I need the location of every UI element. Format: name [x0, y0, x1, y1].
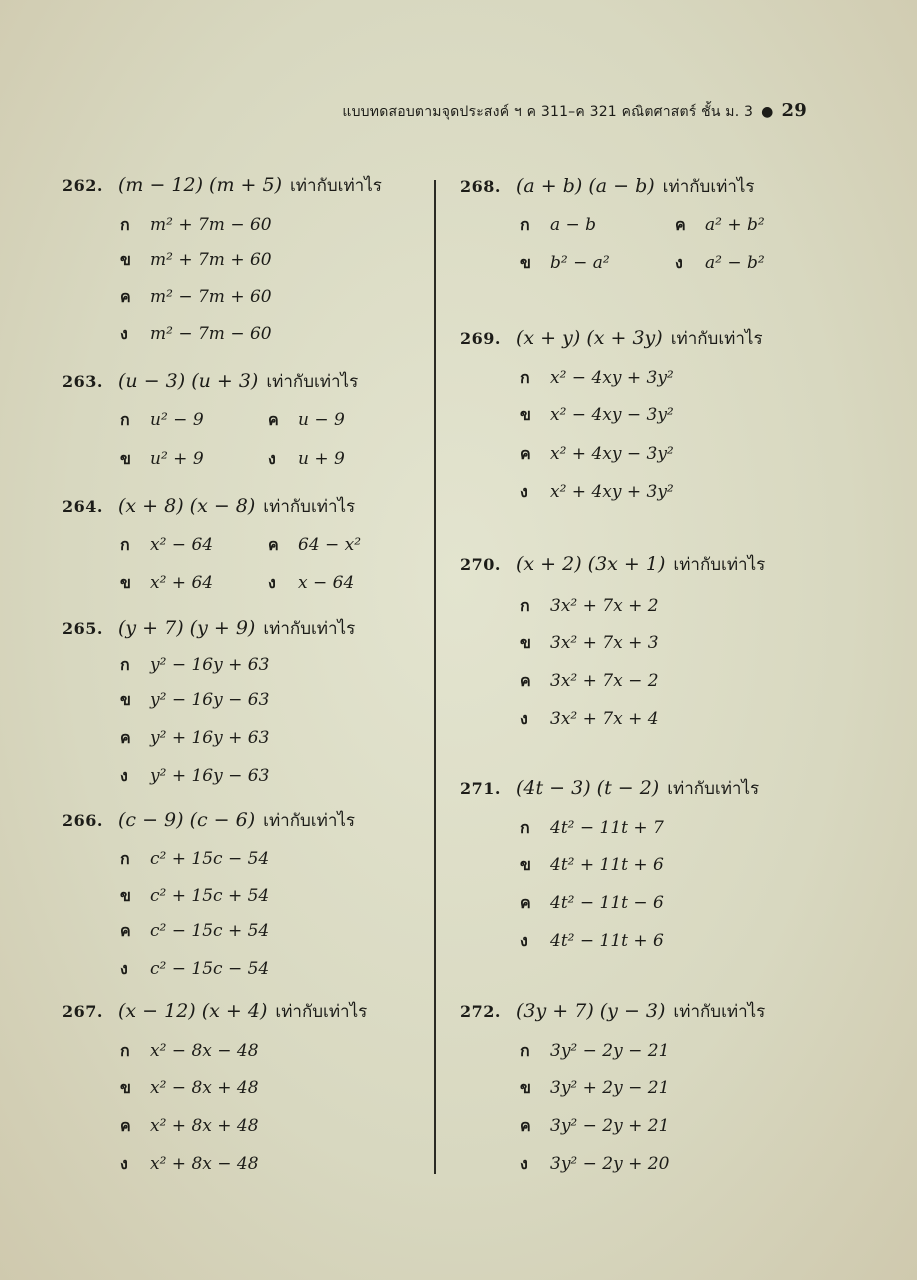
option-letter: ค	[675, 215, 686, 234]
answer-option	[520, 1114, 669, 1139]
question-270	[460, 551, 765, 578]
column-divider	[434, 180, 436, 1174]
question-262	[62, 172, 382, 199]
question-expression: (x + 2) (3x + 1)	[516, 553, 666, 575]
option-text: 64 − x²	[298, 535, 362, 555]
option-letter: ง	[675, 253, 683, 272]
question-number: 262.	[62, 176, 103, 195]
option-letter: ค	[268, 535, 279, 554]
answer-option	[120, 884, 269, 909]
option-letter: ข	[120, 449, 131, 468]
answer-option	[520, 594, 659, 619]
answer-option	[520, 891, 664, 916]
option-letter: ค	[520, 671, 531, 690]
question-number: 264.	[62, 497, 103, 516]
answer-option	[520, 366, 674, 391]
option-text: c² + 15c − 54	[150, 849, 270, 869]
question-prompt: เท่ากับเท่าไร	[263, 497, 356, 517]
question-prompt: เท่ากับเท่าไร	[263, 619, 356, 639]
option-letter: ค	[120, 728, 131, 747]
option-letter: ก	[520, 1041, 530, 1060]
option-letter: ง	[268, 449, 276, 468]
option-letter: ก	[520, 596, 530, 615]
answer-option	[268, 533, 361, 558]
question-number: 269.	[460, 329, 501, 348]
option-text: x² − 8x + 48	[150, 1078, 259, 1098]
question-head	[460, 775, 759, 802]
answer-option	[120, 285, 272, 310]
question-prompt: เท่ากับเท่าไร	[673, 555, 766, 575]
page-number: 29	[781, 100, 807, 121]
option-text: a² − b²	[705, 253, 765, 273]
answer-option	[120, 1039, 259, 1064]
answer-option	[268, 447, 345, 472]
question-prompt: เท่ากับเท่าไร	[673, 1002, 766, 1022]
option-text: x − 64	[298, 573, 355, 593]
option-text: y² + 16y + 63	[150, 728, 270, 748]
option-text: x² + 4xy − 3y²	[550, 444, 674, 464]
option-letter: ข	[520, 253, 531, 272]
answer-option	[268, 571, 354, 596]
option-text: m² − 7m − 60	[150, 324, 272, 344]
question-expression: (c − 9) (c − 6)	[118, 809, 256, 831]
question-264	[62, 493, 355, 520]
answer-option	[120, 957, 269, 982]
question-prompt: เท่ากับเท่าไร	[667, 779, 760, 799]
option-letter: ข	[120, 690, 131, 709]
option-text: c² − 15c − 54	[150, 959, 270, 979]
question-expression: (3y + 7) (y − 3)	[516, 1000, 666, 1022]
answer-option	[520, 631, 659, 656]
question-number: 267.	[62, 1002, 103, 1021]
answer-option	[120, 533, 213, 558]
question-prompt: เท่ากับเท่าไร	[670, 329, 763, 349]
option-text: 4t² − 11t − 6	[550, 893, 664, 913]
question-expression: (a + b) (a − b)	[516, 175, 655, 197]
question-expression: (4t − 3) (t − 2)	[516, 777, 660, 799]
question-number: 266.	[62, 811, 103, 830]
question-number: 263.	[62, 372, 103, 391]
option-letter: ง	[120, 324, 128, 343]
question-head	[62, 172, 382, 199]
answer-option	[120, 248, 272, 273]
option-text: m² + 7m + 60	[150, 250, 272, 270]
answer-option	[120, 688, 269, 713]
option-text: 3x² + 7x + 3	[550, 633, 659, 653]
option-letter: ง	[520, 482, 528, 501]
option-letter: ก	[120, 849, 130, 868]
option-text: x² − 4xy + 3y²	[550, 368, 674, 388]
question-expression: (x − 12) (x + 4)	[118, 1000, 268, 1022]
option-letter: ง	[120, 766, 128, 785]
option-text: x² − 8x − 48	[150, 1041, 259, 1061]
option-letter: ข	[120, 1078, 131, 1097]
answer-option	[120, 847, 269, 872]
option-text: 4t² + 11t + 6	[550, 855, 664, 875]
option-letter: ก	[520, 368, 530, 387]
question-number: 268.	[460, 177, 501, 196]
answer-option	[520, 929, 664, 954]
answer-option	[675, 213, 765, 238]
answer-option	[520, 403, 674, 428]
option-text: x² + 8x + 48	[150, 1116, 259, 1136]
option-letter: ก	[120, 410, 130, 429]
answer-option	[520, 669, 659, 694]
option-letter: ง	[520, 709, 528, 728]
option-letter: ข	[120, 886, 131, 905]
question-number: 270.	[460, 555, 501, 574]
question-expression: (x + 8) (x − 8)	[118, 495, 256, 517]
option-text: 4t² − 11t + 6	[550, 931, 664, 951]
option-letter: ค	[120, 287, 131, 306]
answer-option	[120, 322, 272, 347]
answer-option	[520, 1152, 669, 1177]
question-prompt: เท่ากับเท่าไร	[290, 176, 382, 196]
answer-option	[520, 853, 664, 878]
answer-option	[520, 816, 664, 841]
option-text: 3y² − 2y + 20	[550, 1154, 670, 1174]
option-text: b² − a²	[550, 253, 610, 273]
option-letter: ค	[520, 893, 531, 912]
question-prompt: เท่ากับเท่าไร	[266, 372, 359, 392]
question-271	[460, 775, 759, 802]
option-letter: ข	[520, 1078, 531, 1097]
option-text: u² − 9	[150, 410, 204, 430]
question-268	[460, 173, 755, 200]
option-letter: ข	[120, 250, 131, 269]
option-text: 3y² − 2y + 21	[550, 1116, 670, 1136]
question-expression: (m − 12) (m + 5)	[118, 174, 282, 196]
answer-option	[520, 442, 674, 467]
page-header	[342, 100, 807, 123]
option-text: a² + b²	[705, 215, 765, 235]
question-head	[460, 173, 755, 200]
question-head	[62, 807, 355, 834]
option-letter: ก	[120, 215, 130, 234]
answer-option	[520, 251, 610, 276]
option-letter: ก	[120, 535, 130, 554]
option-letter: ก	[120, 655, 130, 674]
question-prompt: เท่ากับเท่าไร	[275, 1002, 368, 1022]
option-text: 3y² − 2y − 21	[550, 1041, 670, 1061]
option-letter: ค	[120, 1116, 131, 1135]
option-letter: ง	[120, 1154, 128, 1173]
answer-option	[120, 764, 269, 789]
option-text: x² − 4xy − 3y²	[550, 405, 674, 425]
option-text: c² + 15c + 54	[150, 886, 270, 906]
option-text: 3x² + 7x − 2	[550, 671, 659, 691]
option-letter: ก	[520, 215, 530, 234]
question-number: 272.	[460, 1002, 501, 1021]
answer-option	[120, 1076, 259, 1101]
option-text: y² − 16y + 63	[150, 655, 270, 675]
option-text: x² + 4xy + 3y²	[550, 482, 674, 502]
option-letter: ค	[120, 921, 131, 940]
question-prompt: เท่ากับเท่าไร	[263, 811, 356, 831]
answer-option	[520, 1039, 669, 1064]
question-266	[62, 807, 355, 834]
question-expression: (u − 3) (u + 3)	[118, 370, 259, 392]
option-text: a − b	[550, 215, 597, 235]
question-269	[460, 325, 763, 352]
option-text: x² + 64	[150, 573, 214, 593]
option-letter: ก	[120, 1041, 130, 1060]
option-text: 3x² + 7x + 4	[550, 709, 659, 729]
question-head	[62, 368, 358, 395]
option-letter: ค	[268, 410, 279, 429]
option-letter: ง	[268, 573, 276, 592]
option-letter: ค	[520, 444, 531, 463]
option-text: 3y² + 2y − 21	[550, 1078, 670, 1098]
answer-option	[120, 726, 269, 751]
question-head	[62, 493, 355, 520]
option-text: 4t² − 11t + 7	[550, 818, 664, 838]
answer-option	[520, 707, 659, 732]
option-text: y² + 16y − 63	[150, 766, 270, 786]
option-letter: ง	[520, 1154, 528, 1173]
answer-option	[120, 1152, 259, 1177]
answer-option	[120, 653, 269, 678]
option-letter: ง	[120, 959, 128, 978]
question-head	[460, 551, 765, 578]
question-number: 271.	[460, 779, 501, 798]
option-letter: ข	[120, 573, 131, 592]
question-expression: (y + 7) (y + 9)	[118, 617, 256, 639]
question-head	[460, 998, 765, 1025]
question-265	[62, 615, 355, 642]
option-text: x² − 64	[150, 535, 214, 555]
option-text: 3x² + 7x + 2	[550, 596, 659, 616]
answer-option	[120, 213, 272, 238]
option-text: m² − 7m + 60	[150, 287, 272, 307]
option-text: c² − 15c + 54	[150, 921, 270, 941]
option-letter: ง	[520, 931, 528, 950]
option-text: x² + 8x − 48	[150, 1154, 259, 1174]
answer-option	[520, 213, 596, 238]
question-number: 265.	[62, 619, 103, 638]
answer-option	[120, 408, 204, 433]
option-text: u + 9	[298, 449, 345, 469]
question-head	[62, 998, 367, 1025]
answer-option	[120, 571, 213, 596]
option-letter: ข	[520, 633, 531, 652]
option-letter: ก	[520, 818, 530, 837]
option-text: u² + 9	[150, 449, 204, 469]
question-head	[460, 325, 763, 352]
option-letter: ข	[520, 405, 531, 424]
option-text: y² − 16y − 63	[150, 690, 270, 710]
option-letter: ข	[520, 855, 531, 874]
question-272	[460, 998, 765, 1025]
question-263	[62, 368, 358, 395]
question-267	[62, 998, 367, 1025]
option-letter: ค	[520, 1116, 531, 1135]
answer-option	[520, 480, 674, 505]
question-head	[62, 615, 355, 642]
option-text: m² + 7m − 60	[150, 215, 272, 235]
answer-option	[120, 1114, 259, 1139]
answer-option	[268, 408, 345, 433]
answer-option	[120, 919, 269, 944]
bullet-icon: ●	[761, 104, 774, 120]
question-prompt: เท่ากับเท่าไร	[662, 177, 755, 197]
answer-option	[675, 251, 765, 276]
option-text: u − 9	[298, 410, 345, 430]
answer-option	[120, 447, 204, 472]
header-title: แบบทดสอบตามจุดประสงค์ ฯ ค 311–ค 321 คณิตศาสตร์ ชั้น ม. 3	[342, 104, 754, 120]
answer-option	[520, 1076, 669, 1101]
question-expression: (x + y) (x + 3y)	[516, 327, 663, 349]
